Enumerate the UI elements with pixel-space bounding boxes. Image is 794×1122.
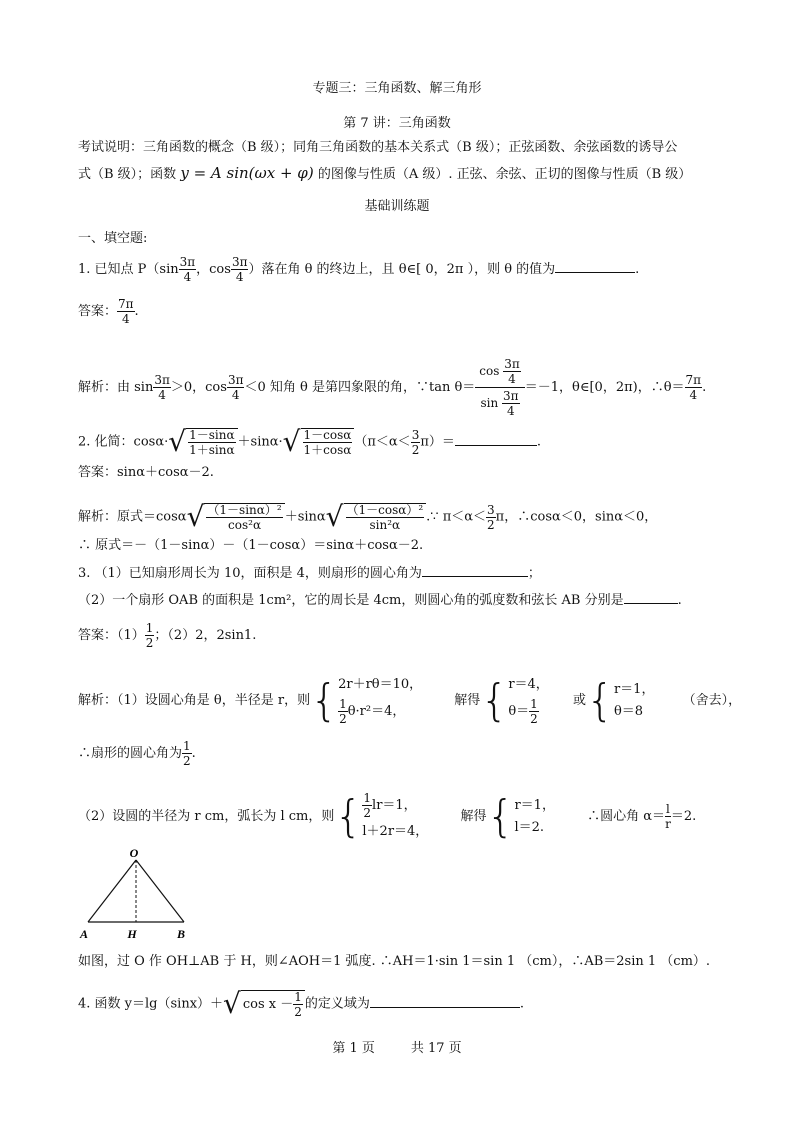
q2-cond-den: 2 (411, 442, 420, 457)
exam-note-line1: 考试说明：三角函数的概念（B 级）；同角三角函数的基本关系式（B 级）；正弦函数、余弦函数的诱导公 (78, 140, 678, 155)
q2-pre: 2. 化简：cosα· (78, 434, 169, 450)
q2-solution-2: ∴ 原式＝－（1－sinα）－（1－cosα）＝sinα＋cosα－2. (78, 538, 424, 553)
q1-sol-top-num: 3π (504, 357, 520, 371)
label-B: B (176, 927, 186, 941)
q4-rad-num: 1 (294, 990, 302, 1004)
q3-p1-blank[interactable] (422, 576, 528, 577)
q3-solution-2: （2）设圆的半径为 r cm，弧长为 l cm，则{ $\frac{1}{2}$ lr＝1， l＋2r＝4， 解得{ r＝1， l＝2. ∴圆心角 α＝ $\frac{l}{r}$ ＝2. (78, 790, 697, 842)
q1-sol-top-fn: cos (479, 364, 500, 378)
q2-s2-den: sin²α (369, 518, 401, 532)
q3-sys2-l1: lr＝1， (372, 798, 417, 813)
q3-p2-end: . (677, 593, 682, 608)
q1-sol-end: . (702, 380, 707, 395)
q1-end: . (635, 262, 640, 277)
q3-s2-l1: r＝1， (613, 681, 655, 697)
q4-rad-a: cos x － (242, 996, 294, 1012)
q4-post: 的定义域为 (304, 996, 370, 1012)
q2-s2-num: （1－cosα）² (346, 503, 424, 517)
section-subtitle: 基础训练题 (364, 199, 430, 214)
q3-concl-den: 2 (183, 754, 191, 768)
q4-pre: 4. 函数 y＝lg（sinx）＋ (78, 996, 224, 1012)
q3-s3-l2: l＝2. (514, 819, 545, 835)
q3-solution-b (614, 681, 655, 721)
q3-ans-num: 1 (145, 621, 154, 635)
exam-note-line2 (78, 164, 691, 184)
q1-frac1-num: 3π (179, 255, 196, 269)
q3-concl-a: ∴扇形的圆心角为 (78, 746, 183, 761)
q3-sys1-l2-num: 1 (339, 697, 347, 711)
question-1 (78, 256, 639, 283)
q3-p2: （2）一个扇形 OAB 的面积是 1cm²，它的周长是 4cm，则圆心角的弧度数和弦长 AB 分别是 (78, 593, 624, 608)
exam-note-2a: 式（B 级）；函数 (78, 167, 177, 182)
q1-post: ）落在角 θ 的终边上，且 θ∈[ 0，2π ），则 θ 的值为 (248, 262, 556, 277)
q3-s1-l2-num: 1 (530, 697, 538, 711)
q2-end: . (536, 434, 542, 450)
q2-sol-a: 解析：原式＝cosα (78, 509, 187, 525)
q3-sys2-l1-num: 1 (363, 791, 372, 805)
q1-sol-result-num: 7π (685, 373, 702, 387)
q3-s1-l2-den: 2 (530, 712, 538, 726)
label-H: H (127, 927, 137, 941)
q3-answer (78, 622, 256, 649)
page-footer (0, 1040, 794, 1058)
q1-answer-blank[interactable] (555, 272, 635, 273)
q3-solution-c (514, 797, 555, 837)
q3-sys1-l1: 2r＋rθ＝10， (338, 677, 423, 692)
q3-concl-num: 1 (183, 739, 191, 753)
q3-solve: 解得 (454, 693, 481, 708)
question-4 (78, 987, 525, 1020)
q1-sol-f2-den: 4 (231, 388, 240, 402)
q3-sol1-a: 解析：（1）设圆心角是 θ，半径是 r，则 (78, 693, 311, 708)
q1-solution (78, 358, 706, 417)
q2-radical-1: √ $\frac{1-\sin\alpha}{1+\sin\alpha}$ (168, 428, 237, 456)
page-number: 第 1 页 (332, 1041, 375, 1056)
q1-frac2-den: 4 (235, 270, 244, 284)
q3-ans-den: 2 (145, 636, 154, 650)
q1-pre: 1. 已知点 P（sin (78, 262, 179, 277)
q1-sol-b: ＞0，cos (170, 380, 227, 395)
q4-radical: √ cos x － $\frac{1}{2}$ (223, 990, 305, 1018)
q2-s1-num: （1－sinα）² (207, 503, 282, 517)
q1-sol-bot-num: 3π (503, 389, 519, 403)
q4-rad-den: 2 (294, 1005, 302, 1019)
q1-mid: ，cos (196, 262, 231, 277)
q2-cond-num: 3 (411, 427, 420, 442)
q3-p1: 3. （1）已知扇形周长为 10，面积是 4，则扇形的圆心角为 (78, 566, 422, 581)
side-OB (136, 860, 184, 922)
q2-r2-den: 1＋cosα (303, 443, 352, 457)
q2-solution (78, 500, 658, 533)
q4-end: . (519, 996, 525, 1012)
q1-answer-num: 7π (118, 297, 134, 311)
q1-answer-end: . (134, 304, 139, 319)
q3-reject: （舍去）， (682, 693, 742, 708)
q1-sol-f2-num: 3π (227, 373, 244, 387)
question-3-part2 (78, 592, 682, 610)
q1-sol-f1-den: 4 (158, 388, 166, 402)
q3-sol2-a: （2）设圆的半径为 r cm，弧长为 l cm，则 (78, 809, 335, 824)
q3-sys1-l2: θ·r²＝4， (347, 704, 406, 719)
page-topic: 专题三：三角函数、解三角形 (312, 81, 482, 96)
label-O: O (129, 846, 139, 860)
q3-s1-l1: r＝4， (508, 677, 549, 692)
q3-solution-a (508, 676, 549, 725)
q3-s3-l1: r＝1， (514, 797, 555, 813)
q1-sol-d: ＝－1，θ∈[0，2π)，∴θ＝ (524, 380, 685, 395)
q3-s1-l2a: θ＝ (508, 704, 530, 719)
exam-note-formula: y = A sin(ωx + φ) (180, 164, 314, 182)
q3-system-1 (338, 676, 422, 725)
page-total: 共 17 页 (410, 1041, 462, 1056)
q1-sol-top-den: 4 (508, 372, 516, 386)
q4-answer-blank[interactable] (370, 1007, 520, 1008)
q3-figure-explanation: 如图，过 O 作 OH⊥AB 于 H，则∠AOH＝1 弧度. ∴AH＝1·sin 1＝sin 1 （cm），∴AB＝2sin 1 （cm）. (78, 954, 711, 969)
q3-sys2-l2: l＋2r＝4， (362, 824, 429, 839)
q2-answer: 答案：sinα＋cosα－2. (78, 465, 214, 480)
q3-concl2-a: ∴圆心角 α＝ (587, 809, 666, 824)
q3-sys2-l1-den: 2 (363, 806, 372, 820)
q2-r1-num: 1－sinα (189, 428, 235, 442)
q2-cond-a: （π＜α＜ (354, 434, 411, 450)
q1-answer-den: 4 (121, 312, 130, 326)
q3-concl2-num: l (666, 802, 670, 816)
q2-sol-c: .∵ π＜α＜ (426, 509, 487, 525)
q1-sol-tan-fraction (475, 358, 524, 417)
q3-s2-l2: θ＝8 (613, 703, 644, 719)
q1-frac1-den: 4 (183, 270, 192, 284)
q2-radical-2: √ $\frac{1-\cos\alpha}{1+\cos\alpha}$ (283, 428, 355, 456)
q2-cond-b: π）＝ (420, 434, 455, 450)
q2-sol-c-den: 2 (487, 517, 495, 532)
section-heading: 一、填空题: (78, 231, 148, 246)
q3-concl2-end: ＝2. (670, 809, 697, 824)
q1-answer (78, 298, 139, 325)
q3-solution-1: 解析：（1）设圆心角是 θ，半径是 r，则{ 2r＋rθ＝10， $\frac{1}{2}$ θ·r²＝4， 解得{ r＝4， θ＝ $\frac{1}{2}$ 或{ r＝1， θ＝8 （舍去）， (78, 674, 742, 726)
q2-sol-radical-2: √ $\frac{\text{（1－cosα）²}}{\text{sin²α}}$ (326, 503, 427, 531)
question-3-part1 (78, 565, 541, 583)
lecture-title: 第 7 讲：三角函数 (343, 116, 451, 131)
q3-p2-blank[interactable] (624, 603, 678, 604)
q3-ans-a: 答案：（1） (78, 628, 145, 643)
exam-note-2b: 的图像与性质（A 级）. 正弦、余弦、正切的图像与性质（B 级） (317, 167, 692, 182)
q3-ans-b: ；（2）2，2sin1. (154, 628, 257, 643)
label-A: A (79, 927, 89, 941)
q2-sol-c-num: 3 (487, 502, 495, 517)
q3-system-2 (362, 792, 428, 841)
q3-or: 或 (572, 693, 586, 708)
q1-answer-label: 答案： (78, 304, 118, 319)
q3-concl2-den: r (665, 817, 671, 831)
q2-answer-blank[interactable] (455, 445, 537, 446)
q1-sol-bot-den: 4 (506, 404, 515, 418)
side-OA (88, 860, 136, 922)
q1-sol-c: ＜0 知角 θ 是第四象限的角，∵tan θ＝ (244, 380, 476, 395)
q2-r2-num: 1－cosα (303, 428, 352, 442)
question-2 (78, 425, 542, 458)
q2-r1-den: 1＋sinα (189, 443, 235, 457)
q3-sys1-l2-den: 2 (339, 712, 347, 726)
q3-concl-end: . (191, 746, 196, 761)
q3-solve2: 解得 (460, 809, 487, 824)
q2-mid: ＋sinα· (237, 434, 283, 450)
q2-s1-den: cos²α (228, 518, 262, 532)
q1-sol-result-den: 4 (689, 388, 698, 402)
q1-sol-bot-fn: sin (480, 396, 499, 410)
q2-sol-b: ＋sinα (284, 509, 326, 525)
q2-sol-d: π，∴cosα＜0，sinα＜0， (495, 509, 658, 525)
q3-p1-end: ； (527, 566, 541, 581)
q1-frac2-num: 3π (231, 255, 248, 269)
q1-sol-a: 解析：由 sin (78, 380, 154, 395)
triangle-figure (74, 846, 194, 946)
q1-sol-f1-num: 3π (154, 373, 170, 387)
q2-sol-radical-1: √ $\frac{\text{（1－sinα）²}}{\text{cos²α}}$ (187, 503, 285, 531)
q3-conclusion-1 (78, 740, 196, 767)
